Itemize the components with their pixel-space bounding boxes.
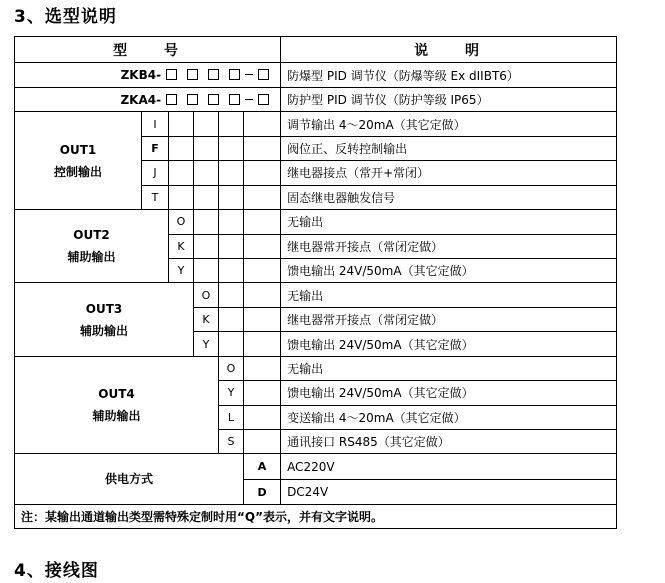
out4-desc: 无输出 [281,356,617,380]
out2-code: O [169,210,194,234]
out4-desc: 通讯接口 RS485（其它定做） [281,430,617,454]
out4-code: L [219,405,244,429]
out4-code: O [219,356,244,380]
power-desc: AC220V [281,454,617,479]
out1-desc: 阀位正、反转控制输出 [281,136,617,160]
out4-desc: 变送输出 4～20mA（其它定做） [281,405,617,429]
out2-code: K [169,234,194,258]
model-selection-table [14,36,617,529]
out4-code: S [219,430,244,454]
out3-code: O [194,283,219,307]
column-header-description: 说 明 [281,37,617,63]
power-code: A [244,454,281,479]
out4-desc: 馈电输出 24V/50mA（其它定做） [281,381,617,405]
out3-group-label: OUT3 辅助输出 [15,283,194,356]
out3-code: K [194,307,219,331]
model-desc-zka4: 防护型 PID 调节仪（防护等级 IP65） [281,87,617,111]
out1-code: I [142,112,169,136]
out4-code: Y [219,381,244,405]
out1-group-label: OUT1 控制输出 [15,112,142,210]
out3-desc: 馈电输出 24V/50mA（其它定做） [281,332,617,356]
section-heading-selection: 3、选型说明 [14,7,117,27]
out2-desc: 继电器常开接点（常闭定做） [281,234,617,258]
model-code-zka4: ZKA4- [15,87,281,111]
column-header-model: 型 号 [15,37,281,63]
out1-desc: 调节输出 4～20mA（其它定做） [281,112,617,136]
out1-code: F [142,136,169,160]
out2-group-label: OUT2 辅助输出 [15,210,169,283]
out2-desc: 无输出 [281,210,617,234]
out1-code: J [142,161,169,185]
model-code-zkb4: ZKB4- [15,63,281,87]
out3-desc: 无输出 [281,283,617,307]
out3-code: Y [194,332,219,356]
out3-desc: 继电器常开接点（常闭定做） [281,307,617,331]
section-heading-wiring: 4、接线图 [14,561,99,581]
table-footnote: 注：某输出通道输出类型需特殊定制时用“Q”表示，并有文字说明。 [15,505,617,529]
model-desc-zkb4: 防爆型 PID 调节仪（防爆等级 Ex dIIBT6） [281,63,617,87]
out2-desc: 馈电输出 24V/50mA（其它定做） [281,258,617,282]
out2-code: Y [169,258,194,282]
out1-code: T [142,185,169,209]
out4-group-label: OUT4 辅助输出 [15,356,219,454]
out1-desc: 继电器接点（常开+常闭） [281,161,617,185]
power-group-label: 供电方式 [15,454,244,505]
power-desc: DC24V [281,479,617,504]
power-code: D [244,479,281,504]
out1-desc: 固态继电器触发信号 [281,185,617,209]
